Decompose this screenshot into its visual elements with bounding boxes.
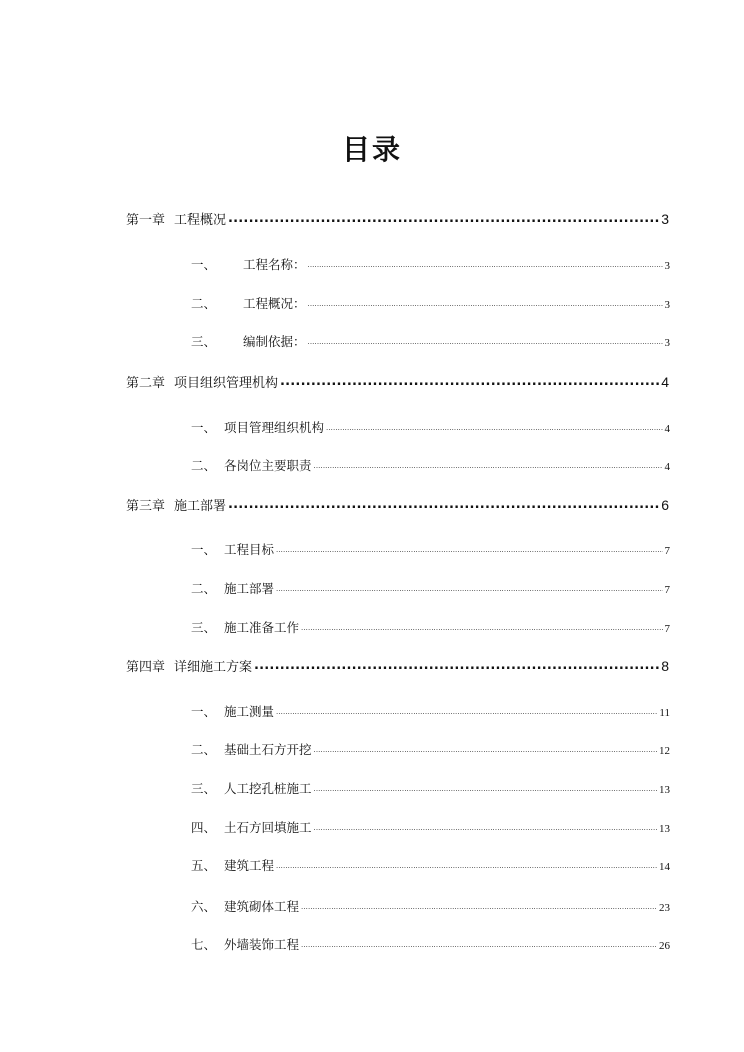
toc-entry-section[interactable] [191, 540, 670, 560]
toc-dot-leader [314, 824, 657, 832]
toc-entry-section[interactable] [191, 255, 670, 275]
toc-page-number: 7 [664, 623, 670, 635]
toc-entry-section[interactable] [191, 856, 670, 876]
toc-section-number: 三、 [191, 620, 217, 635]
toc-dot-leader [308, 300, 663, 308]
toc-section-number: 一、 [191, 420, 217, 435]
toc-page-number: 7 [664, 584, 670, 596]
toc-dot-leader [308, 261, 663, 269]
toc-section-title: 各岗位主要职责 [224, 458, 312, 473]
toc-section-title: 工程概况： [243, 296, 306, 311]
toc-entry-chapter-4[interactable] [126, 656, 669, 676]
toc-dot-leader [228, 497, 659, 512]
toc-chapter-number: 第三章 [126, 499, 166, 514]
toc-section-number: 一、 [191, 704, 217, 719]
toc-dot-leader [276, 862, 657, 870]
toc-page-number: 3 [664, 337, 670, 349]
toc-entry-chapter-1[interactable] [126, 209, 669, 229]
toc-section-number: 四、 [191, 820, 217, 835]
toc-chapter-title: 工程概况 [174, 213, 227, 228]
toc-dot-leader [228, 211, 659, 226]
toc-dot-leader [308, 338, 663, 346]
toc-section-number: 一、 [191, 542, 217, 557]
toc-dot-leader [276, 585, 662, 593]
toc-chapter-number: 第四章 [126, 660, 166, 675]
toc-page-number: 11 [659, 707, 670, 719]
toc-page-number: 7 [664, 545, 670, 557]
toc-entry-section[interactable] [191, 897, 670, 917]
toc-page-number: 4 [661, 374, 669, 390]
toc-dot-leader [301, 624, 662, 632]
toc-page-number: 4 [664, 423, 670, 435]
toc-section-title: 人工挖孔桩施工 [224, 781, 312, 796]
toc-section-number: 二、 [191, 458, 217, 473]
toc-dot-leader [326, 424, 662, 432]
toc-section-number: 一、 [191, 257, 217, 272]
toc-page-number: 13 [659, 784, 670, 796]
toc-page-number: 26 [659, 940, 670, 952]
toc-dot-leader [314, 746, 657, 754]
toc-section-title: 编制依据： [243, 334, 306, 349]
toc-entry-section[interactable] [191, 618, 670, 638]
toc-entry-chapter-3[interactable] [126, 495, 669, 515]
toc-chapter-title: 项目组织管理机构 [174, 376, 279, 391]
toc-section-title: 基础土石方开挖 [224, 742, 312, 757]
toc-page-number: 4 [664, 461, 670, 473]
toc-entry-section[interactable] [191, 818, 670, 838]
toc-entry-section[interactable] [191, 740, 670, 760]
toc-page-number: 14 [659, 861, 670, 873]
toc-page-number: 23 [659, 902, 670, 914]
toc-page-number: 8 [661, 658, 669, 674]
toc-entry-section[interactable] [191, 702, 670, 722]
toc-section-number: 二、 [191, 581, 217, 596]
toc-section-title: 工程名称： [243, 257, 306, 272]
toc-chapter-number: 第二章 [126, 376, 166, 391]
toc-chapter-number: 第一章 [126, 213, 166, 228]
toc-section-number: 五、 [191, 858, 217, 873]
toc-section-number: 二、 [191, 742, 217, 757]
toc-dot-leader [276, 708, 657, 716]
toc-entry-chapter-2[interactable] [126, 372, 669, 392]
toc-section-title: 土石方回填施工 [224, 820, 312, 835]
toc-section-title: 项目管理组织机构 [224, 420, 325, 435]
toc-dot-leader [280, 374, 659, 389]
toc-dot-leader [314, 462, 663, 470]
toc-chapter-title: 详细施工方案 [174, 660, 253, 675]
toc-section-title: 建筑砌体工程 [224, 899, 300, 914]
toc-page-number: 3 [664, 260, 670, 272]
toc-page-number: 3 [661, 211, 669, 227]
toc-section-number: 六、 [191, 899, 217, 914]
toc-dot-leader [314, 785, 657, 793]
toc-entry-section[interactable] [191, 294, 670, 314]
toc-entry-section[interactable] [191, 332, 670, 352]
toc-entry-section[interactable] [191, 418, 670, 438]
toc-page-number: 13 [659, 823, 670, 835]
toc-entry-section[interactable] [191, 579, 670, 599]
page-title: 目录 [341, 133, 402, 166]
toc-dot-leader [276, 546, 662, 554]
toc-entry-section[interactable] [191, 456, 670, 476]
toc-section-number: 七、 [191, 937, 217, 952]
toc-page-number: 12 [659, 745, 670, 757]
toc-section-title: 外墙装饰工程 [224, 937, 300, 952]
toc-section-title: 建筑工程 [224, 858, 275, 873]
toc-section-number: 三、 [191, 334, 217, 349]
toc-entry-section[interactable] [191, 935, 670, 955]
toc-section-title: 施工准备工作 [224, 620, 300, 635]
toc-page-number: 3 [664, 299, 670, 311]
toc-page-number: 6 [661, 497, 669, 513]
toc-entry-section[interactable] [191, 779, 670, 799]
toc-section-number: 三、 [191, 781, 217, 796]
toc-section-number: 二、 [191, 296, 217, 311]
toc-dot-leader [254, 658, 659, 673]
toc-dot-leader [301, 903, 657, 911]
toc-dot-leader [301, 941, 657, 949]
toc-section-title: 施工测量 [224, 704, 275, 719]
toc-chapter-title: 施工部署 [174, 499, 227, 514]
toc-section-title: 施工部署 [224, 581, 275, 596]
toc-section-title: 工程目标 [224, 542, 275, 557]
